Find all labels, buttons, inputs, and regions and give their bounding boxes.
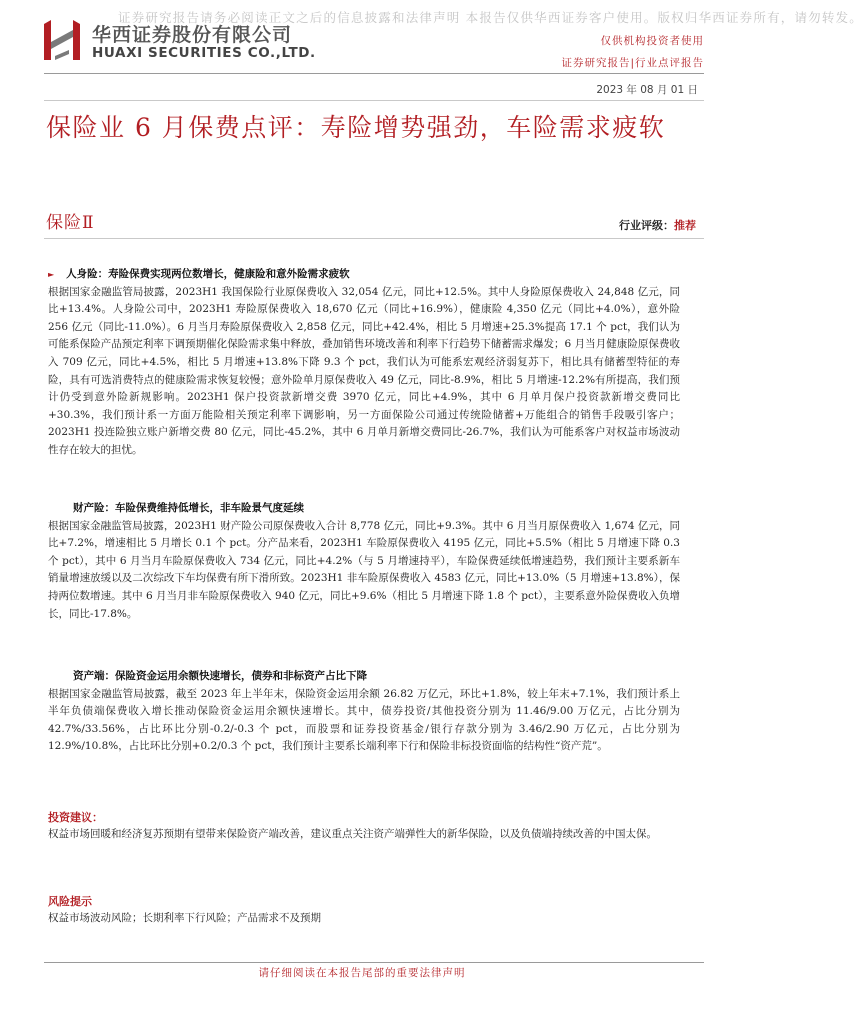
section-body: 根据国家金融监管局披露，截至 2023 年上半年末，保险资金运用余额 26.82 万亿元，环比+1.8%，较上年末+7.1%，我们预计系上半年负债端保费收入增长推动保险资金运用余额快速增长。其中，债券投资/其他投资分别为 11.46/9.00 万亿元，占比分别为 42.7%/33.56%，占比环比分别-0.2/-0.3 个 pct，而股票和证券投资基金/银行存款分别为 3.46/2.90 万亿元，占比分别为 12.9%/10.8%，占比环比分别+0.2/0.3 个 pct，我们预计主要系长端利率下行和保险非标投资面临的结构性“资产荒”。	[48, 687, 680, 753]
rating-label: 行业评级：	[619, 219, 674, 232]
section-heading: 财产险：车险保费维持低增长，非车险景气度延续	[73, 502, 304, 514]
industry-rating	[619, 217, 696, 233]
risk-heading: 风险提示	[48, 895, 92, 908]
risk-body: 权益市场波动风险；长期利率下行风险；产品需求不及预期	[48, 912, 321, 924]
section-asset-side	[48, 668, 680, 756]
report-type-tag: 证券研究报告|行业点评报告	[561, 57, 704, 69]
huaxi-logo-icon	[44, 20, 80, 60]
watermark-text: 证券研究报告请务必阅读正文之后的信息披露和法律声明 本报告仅供华西证券客户使用。版权归华西证券所有，请勿转发。	[118, 10, 863, 25]
footer-divider	[44, 962, 704, 963]
date-divider	[44, 100, 704, 101]
brand-name-en: HUAXI SECURITIES CO.,LTD.	[92, 45, 316, 61]
report-title: 保险业 6 月保费点评：寿险增势强劲，车险需求疲软	[46, 113, 666, 142]
section-heading-text: 人身险：寿险保费实现两位数增长，健康险和意外险需求疲软	[66, 268, 350, 280]
header-divider	[44, 73, 704, 74]
section-body: 根据国家金融监管局披露，2023H1 财产险公司原保费收入合计 8,778 亿元，同比+9.3%。其中 6 月当月原保费收入 1,674 亿元，同比+7.2%，增速相比 5 月增长 0.1 个 pct。分产品来看，2023H1 车险原保费收入 4195 亿元，同比+5.5%（相比 5 月增速下降 0.3 个 pct），其中 6 月当月车险原保费收入 734 亿元，同比+4.2%（与 5 月增速持平），车险保费延续低增速趋势，我们预计主要系新车销量增速放缓以及二次综改下车均保费有所下滑所致。2023H1 非车险原保费收入 4583 亿元，同比+13.0%（5 月增速+13.8%），保持两位数增速。其中 6 月当月非车险原保费收入 940 亿元，同比+9.6%（相比 5 月增速下降 1.8 个 pct），主要系意外险保费收入负增长，同比-17.8%。	[48, 519, 680, 620]
brand-name-cn: 华西证券股份有限公司	[92, 24, 293, 46]
section-body: 根据国家金融监管局披露，2023H1 我国保险行业原保费收入 32,054 亿元，同比+12.5%。其中人身险原保费收入 24,848 亿元，同比+13.4%。人身险公司中，2023H1 寿险原保费收入 18,670 亿元（同比+16.9%），健康险 4,350 亿元（同比+4.0%），意外险 256 亿元（同比-11.0%）。6 月当月寿险原保费收入 2,858 亿元，同比+42.4%，相比 5 月增速+25.3%提高 17.1 个 pct，我们认为可能系保险产品预定利率下调预期催化保险需求集中释放，叠加销售环境改善和利率下行趋势下储蓄需求爆发；6 月当月健康险原保费收入 709 亿元，同比+4.5%，相比 5 月增速+13.8%下降 9.3 个 pct，我们认为可能系宏观经济弱复苏下，相比具有储蓄型特征的寿险，具有可选消费特点的健康险需求恢复较慢；意外险单月原保费收入 49 亿元，同比-8.9%，相比 5 月增速-12.2%有所提高，我们预计仍受到意外险新规影响。2023H1 保户投资款新增交费 3970 亿元，同比+4.9%，其中 6 月单月保户投资款新增交费同比+30.3%，我们预计系一方面万能险相关预定利率下调影响，另一方面保险公司通过传统险储蓄+万能组合的销售手段吸引客户；2023H1 投连险独立账户新增交费 80 亿元，同比-45.2%，其中 6 月单月新增交费同比-26.7%，我们认为可能系客户对权益市场波动性存在较大的担忧。	[48, 285, 680, 456]
advice-heading: 投资建议：	[48, 811, 103, 824]
section-heading: 资产端：保险资金运用余额快速增长，债券和非标资产占比下降	[73, 670, 367, 682]
industry-name: 保险Ⅱ	[46, 213, 95, 233]
advice-body: 权益市场回暖和经济复苏预期有望带来保险资产端改善，建议重点关注资产端弹性大的新华保险，以及负债端持续改善的中国太保。	[48, 828, 657, 840]
section-heading	[48, 266, 680, 284]
section-life-insurance	[48, 266, 680, 460]
bullet-icon: ►	[48, 269, 55, 279]
industry-divider	[44, 238, 704, 239]
rating-value: 推荐	[674, 219, 696, 232]
report-date: 2023 年 08 月 01 日	[596, 84, 698, 96]
section-property-insurance	[48, 500, 680, 623]
investor-tag: 仅供机构投资者使用	[600, 35, 704, 47]
legal-notice: 请仔细阅读在本报告尾部的重要法律声明	[258, 967, 466, 979]
